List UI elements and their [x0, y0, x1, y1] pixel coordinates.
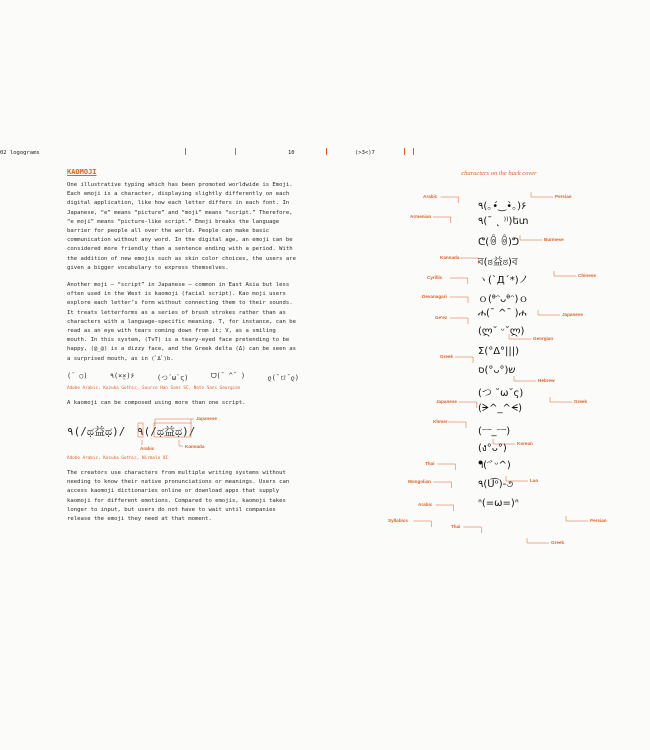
kaomoji-example: (つ´ω`ς) [157, 373, 189, 382]
script-label: Devanagari [422, 294, 447, 299]
kaomoji-example: (¨ ○) [67, 371, 88, 380]
back-cover-kaomoji: (つ ˘ω˘ς) [478, 388, 524, 399]
connector-line [455, 357, 473, 363]
back-cover-kaomoji: ٩(ᑌ͡ᵒ)-૭ [478, 479, 514, 490]
paragraph-emoji: One illustrative typing which has been promoted worldwide is Emoji. Each emoji is a character, displaying slightly differently on each digital application, like how each letter differs in each font. In Japanese, “e” means “picture” and “moji” means “script.” Therefore, “e moji” means “picture-like script.” Emoji breaks the language barrier for people all over the world. People can make basic communication without any word. In the digital age, an emoji can be considered more friendly than a sentence ending with a period. With the addition of new emojis such as skin color choices, the users are given a bigger vocabulary to express themselves. [67, 182, 297, 271]
script-label: Japanese [562, 312, 583, 317]
header-kaomoji-mark: (>3<)7 [355, 150, 375, 156]
label-japanese: Japanese [196, 416, 217, 422]
back-cover-kaomoji: ሐ(¯ ^¯ )ሐ [478, 308, 527, 319]
script-label: Japanese [436, 399, 457, 404]
figure-title: characters on the back cover [461, 170, 537, 177]
connector-line [450, 297, 468, 303]
back-cover-kaomoji: (ᗒ^_^ᗕ) [478, 403, 523, 414]
script-label: Lao [530, 478, 539, 483]
composed-kaomoji-annotated: ٩(/ಥ益ಥ)/ [137, 425, 196, 439]
header-divider [235, 148, 236, 155]
back-cover-kaomoji: ᕦ(ꉺ ꉺ)ᕤ [478, 237, 520, 248]
back-cover-kaomoji: (ง°ᴗ°) [478, 443, 507, 454]
header-divider [326, 148, 327, 155]
font-caption: Adobe Arabic, Kozuka Gothic, Nirmala UI [67, 456, 168, 462]
connector-line [448, 422, 466, 428]
back-cover-kaomoji: ｏ(ᶿᵔᴗᶿᵔ)ｏ [478, 294, 529, 305]
connector-line [436, 505, 454, 511]
back-cover-kaomoji: ヽ(`Д´*)ノ [478, 275, 529, 286]
back-cover-kaomoji: (ㅡ_ㅡ) [478, 426, 511, 437]
script-label: Greek [574, 399, 588, 404]
script-label: Burmese [544, 237, 564, 242]
page-number: 10 [288, 150, 295, 156]
script-label: Khmer [433, 419, 448, 424]
script-label: Thai [451, 524, 461, 529]
script-label: Armenian [410, 214, 432, 219]
connector-line [514, 376, 536, 381]
kaomoji-example: ᗜ(¯ ^¯ ) [210, 371, 246, 380]
script-label: Cyrillic [427, 275, 443, 280]
back-cover-kaomoji: ব(ಠ益ಠ)ব [478, 257, 518, 268]
script-label: Arabic [418, 502, 433, 507]
script-label: Kannada [440, 255, 460, 260]
connector-line [413, 521, 431, 527]
script-label: Thai [425, 461, 435, 466]
connector-line [527, 538, 549, 543]
connector-line [450, 318, 468, 324]
composed-kaomoji: ٩(/ಥ益ಥ)/ [67, 425, 126, 439]
script-label: Chinese [578, 273, 596, 278]
script-label: Hebrew [538, 378, 555, 383]
connector-line [566, 516, 588, 521]
back-cover-figure [383, 168, 615, 558]
connector-line [463, 527, 481, 533]
connector-line [441, 197, 459, 203]
kaomoji-example: ლ(¯ロ¯ლ) [267, 373, 299, 382]
header-divider [413, 148, 414, 155]
section-header: 02 logograms [0, 150, 40, 156]
header-divider [185, 148, 186, 155]
annotation-lines [67, 414, 299, 454]
connector-line [433, 482, 451, 488]
back-cover-kaomoji: Σ(°Δ°|||) [478, 346, 520, 357]
label-kannada: Kannada [185, 444, 205, 450]
script-label: Greek [551, 540, 565, 545]
script-label: Persian [590, 518, 607, 523]
script-label: Arabic [423, 194, 438, 199]
header-divider [404, 148, 405, 155]
paragraph-creators: The creators use characters from multiple writing systems without needing to know their native pronunciations or meanings. Users can access kaomoji dictionaries online or download apps that supply kaomoji for different emotions. Compared to emojis, kaomoji takes longer to input, but users do not have to wait until companies release the emoji they need at that moment. [67, 470, 290, 523]
connector-line [433, 217, 451, 223]
connector-line [459, 402, 477, 408]
back-cover-kaomoji: ᐢ(=ω=)ᐢ [478, 498, 519, 509]
composed-kaomoji-figure [67, 414, 299, 454]
connector-line [531, 192, 553, 197]
kaomoji-example: ٩(×̯×)۶ [109, 371, 135, 380]
label-arabic: Arabic [140, 446, 155, 452]
script-label: Korean [517, 441, 533, 446]
connector-line [550, 397, 572, 402]
paragraph-kaomoji: Another moji — “script” in Japanese — common in East Asia but less often used in the West is kaomoji (facial script). Kao moji users explore each letter’s form without connecting them to their sounds. It treats letterforms as a series of brush strokes rather than as characters with a language-specific meaning. T, for instance, can be read as an eye with tears coming down from it; V, as a smiling mouth. In this system, (TvT) is a teary-eyed face pretending to be happy, (@_@) is a dizzy face, and the Greek delta (Δ) can be seen as a surprised mouth, as in (ﾟΔﾟ)b. [67, 282, 297, 362]
script-label: Ge'ez [435, 315, 448, 320]
script-label: Georgian [533, 336, 554, 341]
connector-line [554, 271, 576, 276]
back-cover-kaomoji: ᖳ(ᵔ ̀ᵕ^) [478, 460, 511, 471]
section-heading: KAOMOJI [67, 168, 97, 176]
connector-line [437, 464, 455, 470]
compose-intro: A kaomoji can be composed using more than one script. [67, 399, 246, 406]
back-cover-kaomoji: ٩(¯ ˛ ⁾⁾)ետ [478, 216, 529, 227]
script-label: Greek [440, 354, 454, 359]
back-cover-kaomoji: ٩(｡•́‿•̀｡)۶ [478, 201, 527, 212]
connector-line [520, 235, 542, 240]
left-column [67, 168, 299, 532]
script-label: Syllabics [388, 518, 408, 523]
connector-line [460, 258, 478, 264]
connector-line [538, 310, 560, 315]
font-caption: Adobe Arabic, Kozuka Gothic, Source Han Sans SC, Noto Sans Georgian [67, 385, 241, 391]
script-label: Mongolian [408, 479, 431, 484]
connector-line [450, 278, 468, 284]
back-cover-kaomoji: ס(°ᴗ°)ש [478, 365, 516, 376]
script-label: Persian [555, 194, 572, 199]
back-cover-kaomoji: (ლ˘ ᵕ˘ლ) [478, 326, 525, 337]
kaomoji-examples [67, 372, 299, 382]
